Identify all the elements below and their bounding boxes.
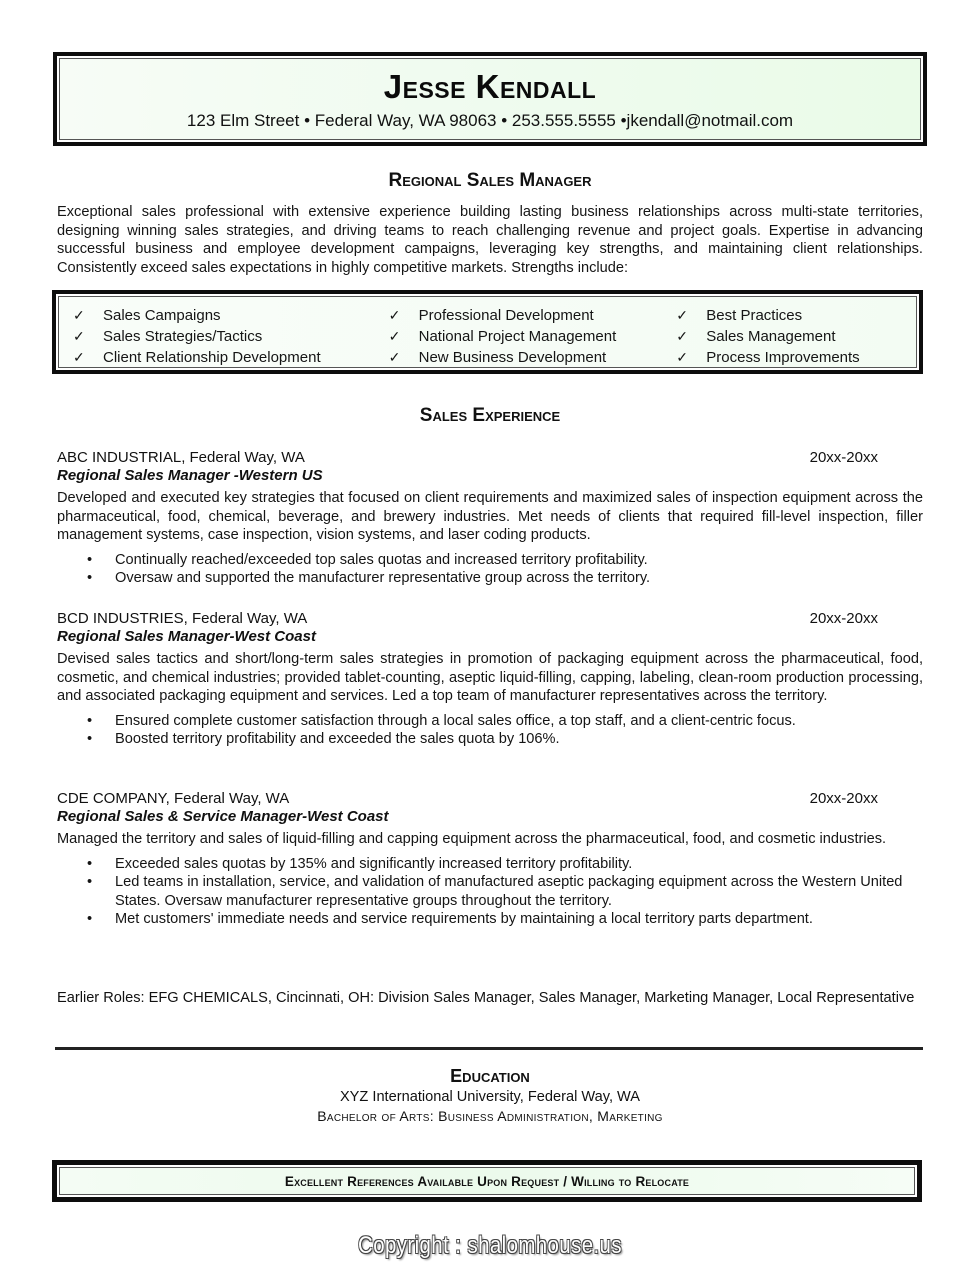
job-entry bbox=[57, 610, 923, 749]
bullet-icon: • bbox=[87, 570, 93, 586]
bullet-icon: • bbox=[87, 874, 93, 890]
checkmark-icon: ✓ bbox=[73, 328, 85, 344]
candidate-name: Jesse Kendall bbox=[383, 68, 597, 105]
strength-label: Best Practices bbox=[706, 307, 803, 324]
bullet-icon: • bbox=[87, 731, 93, 747]
bullet-item bbox=[57, 712, 923, 731]
bullet-item bbox=[57, 569, 923, 588]
strength-label: Client Relationship Development bbox=[103, 349, 321, 366]
bullet-text: Oversaw and supported the manufacturer representative group across the territory. bbox=[115, 570, 651, 586]
bullet-text: Continually reached/exceeded top sales quotas and increased territory profitability. bbox=[115, 551, 648, 568]
strength-label: Professional Development bbox=[418, 307, 594, 324]
contact-info: 123 Elm Street • Federal Way, WA 98063 • 253.555.5555 •jkendall@notmail.com bbox=[186, 111, 794, 130]
bullet-text: Exceeded sales quotas by 135% and significantly increased territory profitability. bbox=[115, 855, 633, 872]
section-divider bbox=[55, 1047, 923, 1050]
checkmark-icon: ✓ bbox=[388, 328, 401, 344]
job-description: Managed the territory and sales of liquid-filling and capping equipment across the pharmaceutical, food, and cosmetic industries. bbox=[57, 831, 887, 847]
footer-box bbox=[52, 1160, 922, 1202]
bullet-text: Boosted territory profitability and exceeded the sales quota by 106%. bbox=[115, 731, 560, 747]
education-title: Education bbox=[450, 1066, 530, 1086]
job-dates: 20xx-20xx bbox=[809, 449, 878, 466]
job-role: Regional Sales Manager -Western US bbox=[57, 467, 323, 484]
checkmark-icon: ✓ bbox=[73, 349, 85, 365]
job-dates: 20xx-20xx bbox=[809, 610, 878, 627]
education-degree: Bachelor of Arts: Business Administration, Marketing bbox=[317, 1108, 663, 1124]
checkmark-icon: ✓ bbox=[676, 307, 689, 323]
strength-item bbox=[389, 347, 677, 368]
experience-title: Sales Experience bbox=[419, 405, 561, 426]
objective-title: Regional Sales Manager bbox=[388, 170, 592, 191]
bullet-item bbox=[57, 855, 923, 874]
job-role: Regional Sales Manager-West Coast bbox=[57, 628, 316, 645]
strength-item bbox=[73, 326, 389, 347]
strength-item bbox=[676, 347, 916, 368]
strengths-column-3 bbox=[676, 305, 916, 367]
header-box bbox=[53, 52, 927, 146]
strength-item bbox=[73, 347, 389, 368]
checkmark-icon: ✓ bbox=[676, 328, 689, 344]
strength-label: National Project Management bbox=[418, 328, 617, 345]
bullet-text: Met customers' immediate needs and service requirements by maintaining a local territory parts department. bbox=[115, 911, 813, 927]
job-bullets bbox=[57, 551, 923, 588]
strength-item bbox=[389, 305, 677, 326]
job-description: Developed and executed key strategies that focused on client requirements and maximized sales of inspection equipment across the pharmaceutical, food, chemical, beverage, and brewery industries. Met needs of clients that required fill-level inspection, filler management systems, case inspection, vision systems, and laser coding products. bbox=[57, 490, 923, 543]
company-name: BCD INDUSTRIES, Federal Way, WA bbox=[57, 610, 308, 627]
checkmark-icon: ✓ bbox=[676, 349, 689, 365]
bullet-icon: • bbox=[87, 712, 93, 729]
strength-item bbox=[389, 326, 677, 347]
bullet-item bbox=[57, 551, 923, 570]
strength-label: Sales Strategies/Tactics bbox=[103, 328, 263, 345]
job-description: Devised sales tactics and short/long-term sales strategies in promotion of packaging equipment across the pharmaceutical, food, cosmetic, and chemical industries; provided tablet-counting, aseptic liquid-filling, capping, labeling, clean-room production processing, and associated packaging equipment and services. Led a top team of manufacturer representatives across the territory. bbox=[57, 651, 923, 704]
job-bullets bbox=[57, 855, 923, 929]
bullet-item bbox=[57, 730, 923, 749]
strength-label: Sales Campaigns bbox=[103, 307, 221, 324]
bullet-item bbox=[57, 910, 923, 929]
strength-label: Process Improvements bbox=[706, 349, 860, 366]
strength-item bbox=[73, 305, 389, 326]
strength-label: New Business Development bbox=[418, 349, 607, 366]
summary-paragraph: Exceptional sales professional with extensive experience building lasting business relationships across multi-state territories, designing winning sales strategies, and driving teams to reach challenging revenue and project goals. Expertise in advancing successful business and employee development campaigns, leveraging key strengths, and maintaining client relationships. Consistently exceed sales expectations in highly competitive markets. Strengths include: bbox=[57, 204, 923, 276]
bullet-text: Led teams in installation, service, and validation of manufactured aseptic packaging equipment across the Western United States. Oversaw manufacturer representative groups throughout the territory. bbox=[115, 874, 903, 909]
job-role: Regional Sales & Service Manager-West Coast bbox=[57, 808, 389, 825]
job-entry bbox=[57, 790, 923, 929]
checkmark-icon: ✓ bbox=[388, 307, 401, 323]
bullet-item bbox=[57, 873, 923, 910]
job-dates: 20xx-20xx bbox=[809, 790, 878, 807]
strength-item bbox=[676, 326, 916, 347]
strengths-column-2 bbox=[389, 305, 677, 367]
company-name: CDE COMPANY, Federal Way, WA bbox=[57, 790, 290, 807]
strength-item bbox=[676, 305, 916, 326]
checkmark-icon: ✓ bbox=[73, 307, 85, 323]
earlier-roles: Earlier Roles: EFG CHEMICALS, Cincinnati, OH: Division Sales Manager, Sales Manager, Marketing Manager, Local Representative bbox=[57, 990, 915, 1006]
strengths-box bbox=[52, 290, 923, 374]
bullet-icon: • bbox=[87, 911, 93, 927]
job-entry bbox=[57, 449, 923, 588]
strengths-column-1 bbox=[73, 305, 389, 367]
strength-label: Sales Management bbox=[706, 328, 836, 345]
checkmark-icon: ✓ bbox=[388, 349, 401, 365]
job-bullets bbox=[57, 712, 923, 749]
footer-note: Excellent References Available Upon Request / Willing to Relocate bbox=[284, 1173, 690, 1189]
bullet-icon: • bbox=[87, 551, 93, 568]
education-school: XYZ International University, Federal Way, WA bbox=[339, 1089, 641, 1105]
company-name: ABC INDUSTRIAL, Federal Way, WA bbox=[57, 449, 305, 466]
bullet-text: Ensured complete customer satisfaction through a local sales office, a top staff, and a client-centric focus. bbox=[115, 712, 796, 729]
bullet-icon: • bbox=[87, 855, 93, 872]
copyright-watermark: Copyright : shalomhouse.us bbox=[358, 1232, 622, 1259]
